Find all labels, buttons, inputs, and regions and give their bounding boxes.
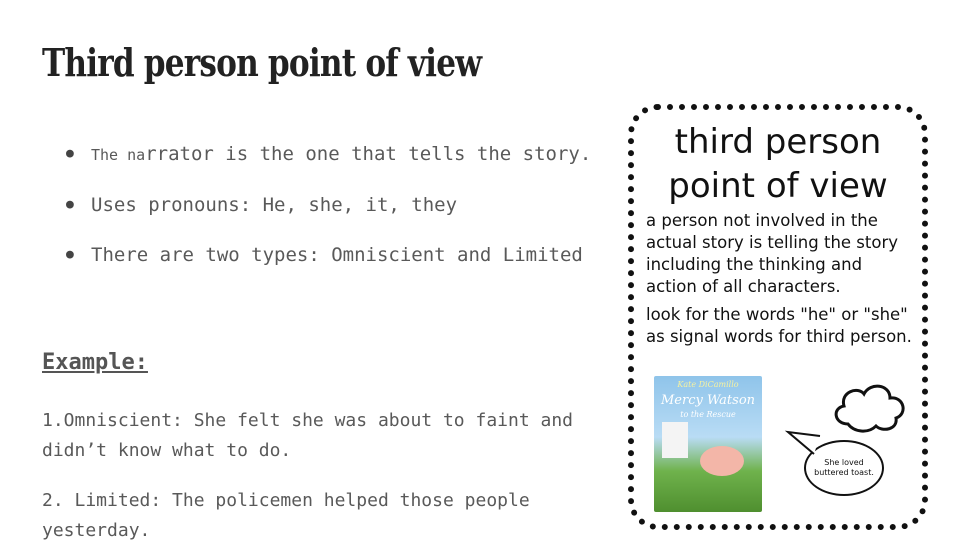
book-author: Kate DiCamillo [677, 380, 739, 389]
house-illustration [662, 422, 688, 458]
bubble-tail-icon [784, 428, 824, 458]
bullet-text: Uses pronouns: He, she, it, they [91, 194, 458, 216]
poster-definition: a person not involved in the actual story is telling the story including the thinking and action of all characters. [646, 211, 899, 296]
example-omniscient: 1.Omniscient: She felt she was about to faint and didn’t know what to do. [42, 410, 574, 461]
bullet-item [66, 140, 606, 169]
example-limited: 2. Limited: The policemen helped those people yesterday. [42, 490, 530, 541]
book-title-main: Mercy Watson [660, 393, 756, 408]
bullet-item [66, 191, 606, 219]
bullet-item [66, 241, 606, 269]
poster-title-line1: third person [674, 122, 882, 162]
bullet-list [66, 140, 606, 291]
bullet-text: There are two types: Omniscient and Limited [91, 244, 583, 266]
poster-card [628, 104, 928, 530]
poster-title [634, 120, 922, 208]
book-title [660, 394, 756, 422]
bullet-text-lead: The na [91, 146, 146, 164]
pig-illustration [700, 446, 744, 476]
poster-signal-words: look for the words "he" or "she" as signal words for third person. [646, 305, 912, 346]
bullet-text-rest: rrator is the one that tells the story. [145, 143, 592, 165]
poster-title-line2: point of view [668, 166, 888, 206]
poster-body [646, 210, 912, 354]
book-title-sub: to the Rescue [680, 410, 736, 419]
book-cover-image [654, 376, 762, 512]
slide-title: Third person point of view [42, 40, 482, 85]
example-heading: Example: [42, 350, 148, 375]
speech-bubble: She loved buttered toast. [804, 440, 884, 496]
thought-cloud-icon [828, 378, 910, 436]
